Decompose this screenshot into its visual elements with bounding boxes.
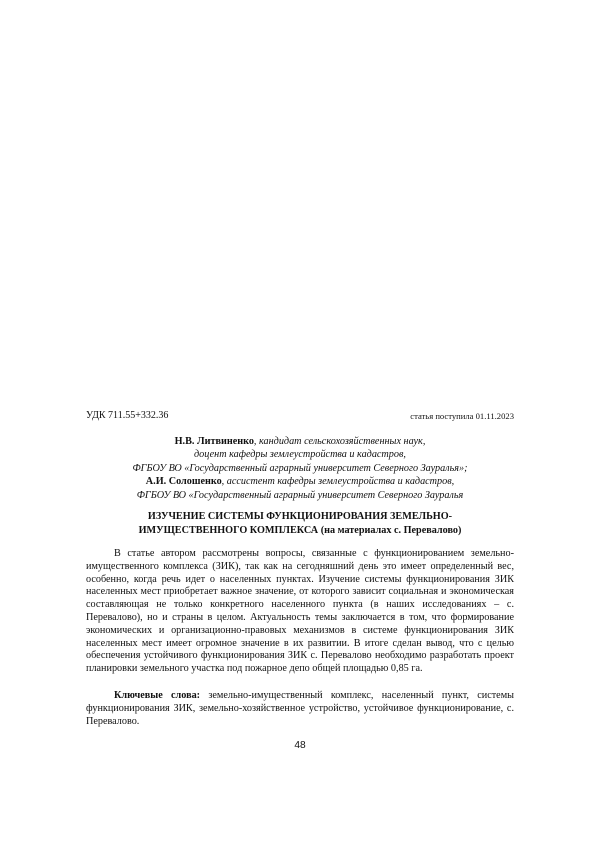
- abstract: [86, 548, 514, 676]
- page-number: 48: [0, 740, 600, 751]
- author-affiliation-text: ФГБОУ ВО «Государственный аграрный университет Северного Зауралья: [137, 490, 464, 501]
- author-affiliation-text: ФГБОУ ВО «Государственный аграрный университет Северного Зауралья»;: [132, 463, 467, 474]
- keywords-label: Ключевые слова:: [114, 690, 200, 701]
- author-name: Н.В. Литвиненко: [175, 436, 254, 447]
- author-affiliation: [86, 489, 514, 502]
- abstract-text: В статье автором рассмотрены вопросы, связанные с функционированием земельно-имущественного комплекса (ЗИК), так как на сегодняшний день это имеет определенный вес, особенно, когда речь идет о населенных пунктах. Изучение системы функционирования ЗИК населенных мест приобретает важное значение, от которого зависит социальная и экономическая составляющая не только конкретного населенного пункта (в наших исследованиях – с. Перевалово), но и страны в целом. Актуальность темы заключается в том, что формирование экономических и организационно-правовых механизмов в системе функционирования ЗИК населенных мест имеет огромное значение в их развитии. В итоге сделан вывод, что с целью обеспечения устойчивого функционирования ЗИК с. Перевалово необходимо разработать проект планировки земельного участка под пожарное депо общей площадью 0,85 га.: [86, 548, 514, 676]
- udk-code: УДК 711.55+332.36: [86, 410, 168, 421]
- author-position: , ассистент кафедры землеустройства и кадастров,: [222, 476, 455, 487]
- keywords-text: земельно-имущественный комплекс, населенный пункт, системы функционирования ЗИК, земельно-хозяйственное устройство, устойчивое функционирование, с. Перевалово.: [86, 690, 514, 727]
- header-row: [86, 410, 514, 424]
- author-line: [86, 475, 514, 488]
- author-affiliation: [86, 448, 514, 461]
- title-line-2: [86, 524, 514, 538]
- authors-block: [86, 435, 514, 502]
- title-subtitle: (на материалах с. Перевалово): [318, 525, 461, 536]
- received-date: статья поступила 01.11.2023: [410, 411, 514, 421]
- author-affiliation-text: доцент кафедры землеустройства и кадастров,: [194, 449, 406, 460]
- author-position: , кандидат сельскохозяйственных наук,: [254, 436, 425, 447]
- author-name: А.И. Солошенко: [146, 476, 222, 487]
- document-page: [0, 0, 600, 848]
- author-line: [86, 435, 514, 448]
- title-line-2-text: ИМУЩЕСТВЕННОГО КОМПЛЕКСА: [139, 525, 319, 536]
- title-line-1: ИЗУЧЕНИЕ СИСТЕМЫ ФУНКЦИОНИРОВАНИЯ ЗЕМЕЛЬНО-: [86, 510, 514, 524]
- article-title: [86, 510, 514, 537]
- keywords: [86, 690, 514, 728]
- keywords-paragraph: [86, 690, 514, 728]
- author-affiliation: [86, 462, 514, 475]
